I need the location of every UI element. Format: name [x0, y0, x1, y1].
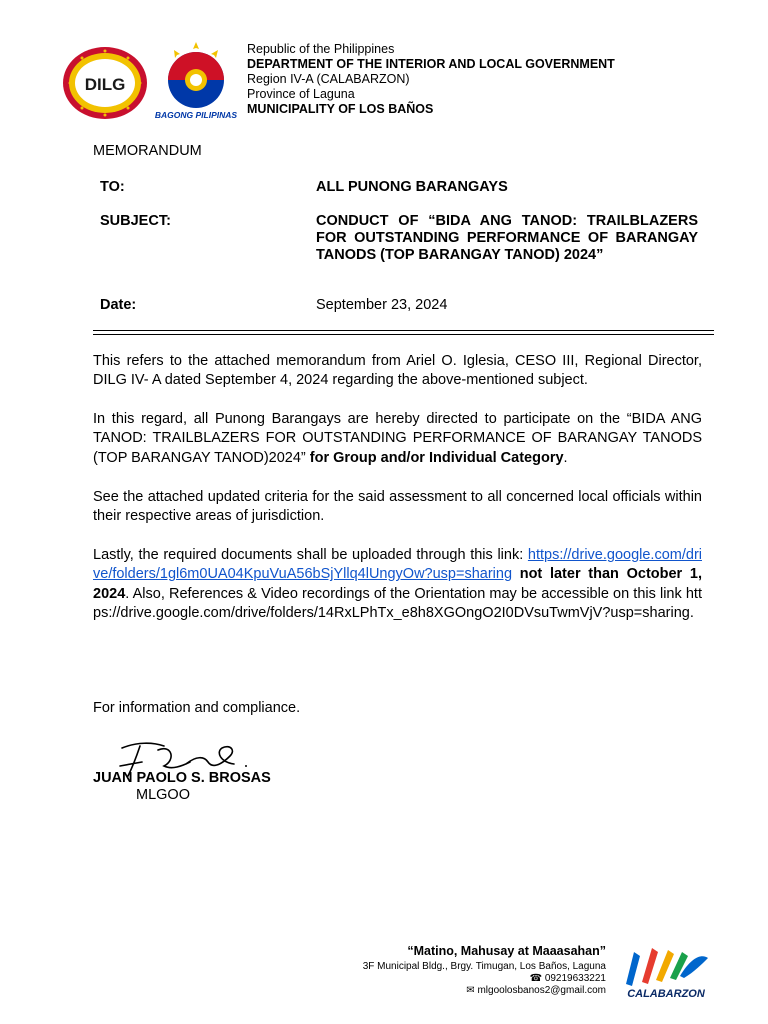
deadline-text: not later than October 1, 2024 — [93, 566, 702, 602]
orientation-text: . Also, References & Video recordings of the Orientation may be accessible on this link https://drive.google.com/drive/folders/14RxLPhTx_e8h8XGOngO2I0DVsuTwmVjV?usp=sharing. — [93, 585, 702, 622]
date-label: Date: — [100, 297, 137, 313]
to-label: TO: — [100, 179, 125, 195]
to-value: ALL PUNONG BARANGAYS — [316, 179, 508, 195]
footer-motto: “Matino, Mahusay at Maaasahan” — [407, 944, 606, 958]
calabarzon-logo — [622, 942, 712, 1004]
dilg-seal-logo — [62, 46, 148, 120]
footer-phone: ☎ 09219633221 — [529, 973, 606, 984]
letterhead-region: Region IV-A (CALABARZON) — [247, 72, 410, 86]
footer-email: ✉ mlgoolosbanos2@gmail.com — [466, 985, 606, 996]
upload-link[interactable]: https://drive.google.com/drive/folders/1gl6m0UA04KpuVuA56bSjYllq4lUngyOw?usp=sharing — [93, 547, 702, 583]
calabarzon-logo-text: CALABARZON — [627, 988, 705, 1000]
divider-bottom — [93, 334, 714, 335]
paragraph-closing: For information and compliance. — [93, 700, 301, 716]
signatory-name: JUAN PAOLO S. BROSAS — [93, 770, 271, 786]
letterhead-municipality: MUNICIPALITY OF LOS BAÑOS — [247, 102, 434, 116]
memo-heading: MEMORANDUM — [93, 143, 202, 159]
signatory-title: MLGOO — [136, 787, 190, 803]
dilg-logo-text: DILG — [84, 75, 126, 94]
letterhead-republic: Republic of the Philippines — [247, 42, 395, 56]
letterhead — [247, 42, 615, 117]
paragraph-reference: This refers to the attached memorandum from Ariel O. Iglesia, CESO III, Regional Director, DILG IV- A dated September 4, 2024 regarding the above-mentioned subject. — [93, 353, 702, 389]
directive-text: In this regard, all Punong Barangays are hereby directed to participate on the “BIDA ANG TANOD: TRAILBLAZERS FOR OUTSTANDING PERFORMANCE OF BARANGAY TANODS (TOP BARANGAY TANOD)2024” — [93, 411, 702, 466]
directive-category: for Group and/or Individual Category — [309, 449, 564, 466]
divider-top — [93, 330, 714, 331]
upload-text: Lastly, the required documents shall be uploaded through this link: — [93, 547, 528, 563]
footer-address: 3F Municipal Bldg., Brgy. Timugan, Los Baños, Laguna — [362, 961, 606, 972]
letterhead-department: DEPARTMENT OF THE INTERIOR AND LOCAL GOVERNMENT — [247, 57, 615, 71]
letterhead-province: Province of Laguna — [247, 87, 355, 101]
paragraph-upload — [93, 546, 702, 624]
bagong-pilipinas-logo — [150, 40, 242, 122]
paragraph-criteria: See the attached updated criteria for the said assessment to all concerned local officials within their respective areas of jurisdiction. — [93, 489, 702, 525]
subject-label: SUBJECT: — [100, 213, 171, 229]
paragraph-directive — [93, 410, 702, 468]
subject-value: CONDUCT OF “BIDA ANG TANOD: TRAILBLAZERS FOR OUTSTANDING PERFORMANCE OF BARANGAY TANODS (TOP BARANGAY TANOD) 2024” — [316, 213, 698, 263]
directive-end: . — [563, 449, 568, 466]
date-value: September 23, 2024 — [316, 297, 448, 313]
bagong-pilipinas-text: BAGONG PILIPINAS — [154, 110, 238, 120]
